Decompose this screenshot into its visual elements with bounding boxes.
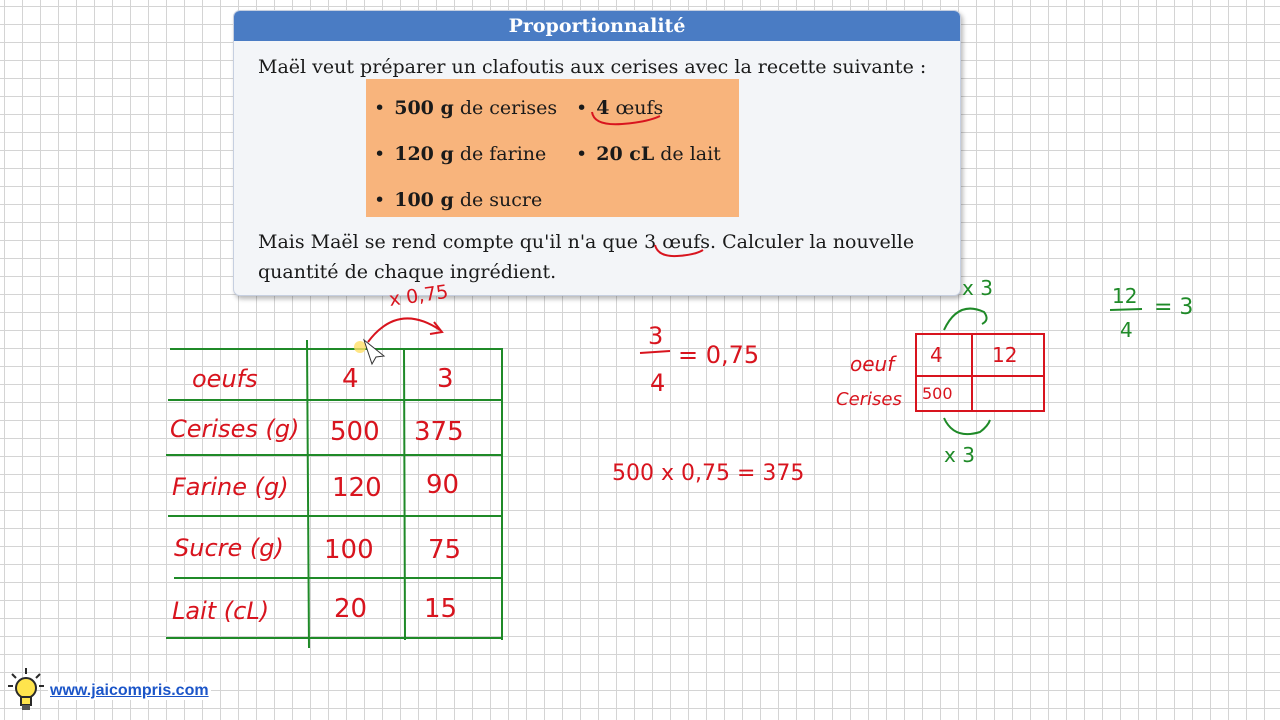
table-cell: 3: [437, 364, 454, 394]
fraction-calculation: [640, 322, 759, 397]
table-row-label: Sucre (g): [174, 534, 284, 562]
small-table-cell: 500: [922, 384, 953, 403]
table-row-label: Farine (g): [172, 473, 289, 501]
underline-3-eggs: [655, 245, 703, 256]
ingredient-milk: • 20 cL de lait: [576, 143, 721, 165]
table-row-label: Cerises (g): [170, 415, 300, 443]
ingredient-eggs: • 4 œufs: [576, 97, 664, 119]
table-cell: 100: [324, 535, 374, 565]
intro-text: Maël veut préparer un clafoutis aux cerises avec la recette suivante :: [258, 56, 927, 78]
bottom-multiplier-arrow: [944, 418, 990, 434]
table-cell: 4: [342, 364, 359, 394]
question-text: Mais Maël se rend compte qu'il n'a que 3 œufs. Calculer la nouvelle quantité de chaque ingrédient.: [258, 231, 915, 283]
table-row-label: oeufs: [192, 365, 258, 393]
ingredient-cherries: • 500 g de cerises: [374, 97, 558, 119]
fraction-result: = 0,75: [678, 341, 760, 369]
ingredient-flour: • 120 g de farine: [374, 143, 547, 165]
table-cell: 120: [332, 473, 382, 503]
fraction2-calculation: [1110, 284, 1193, 342]
footer: [6, 666, 256, 714]
table-cell: 90: [426, 470, 460, 500]
multiplier-arrow: [368, 318, 440, 342]
underline-4-eggs: [592, 112, 660, 124]
lightbulb-icon: [6, 666, 46, 714]
table-row-label: Lait (cL): [172, 597, 270, 625]
top-multiplier-label: x 3: [962, 276, 993, 300]
multiplier-label: x 0,75: [387, 280, 450, 311]
table-cell: 375: [414, 417, 464, 447]
fraction2-denominator: 4: [1120, 318, 1133, 342]
small-table-cell: 4: [930, 343, 943, 367]
small-table-cell: 12: [992, 343, 1018, 367]
multiplication-calc: 500 x 0,75 = 375: [612, 461, 805, 486]
top-multiplier-arrow: [944, 309, 987, 330]
table-cell: 15: [424, 594, 458, 624]
pointer-cursor-icon: [354, 340, 384, 364]
fraction2-numerator: 12: [1112, 284, 1138, 308]
website-link[interactable]: www.jaicompris.com: [50, 682, 209, 699]
fraction-numerator: 3: [648, 322, 664, 350]
ingredient-sugar: • 100 g de sucre: [374, 189, 543, 211]
table-cell: 75: [428, 535, 462, 565]
fraction-denominator: 4: [650, 369, 666, 397]
proportion-table: [170, 364, 464, 625]
small-table-label: Cerises: [836, 389, 902, 410]
table-cell: 500: [330, 417, 380, 447]
card-title: Proportionnalité: [234, 11, 960, 41]
small-table-label: oeuf: [850, 352, 895, 376]
bottom-multiplier-label: x 3: [944, 443, 975, 467]
fraction2-result: = 3: [1154, 295, 1194, 320]
table-cell: 20: [334, 594, 368, 624]
